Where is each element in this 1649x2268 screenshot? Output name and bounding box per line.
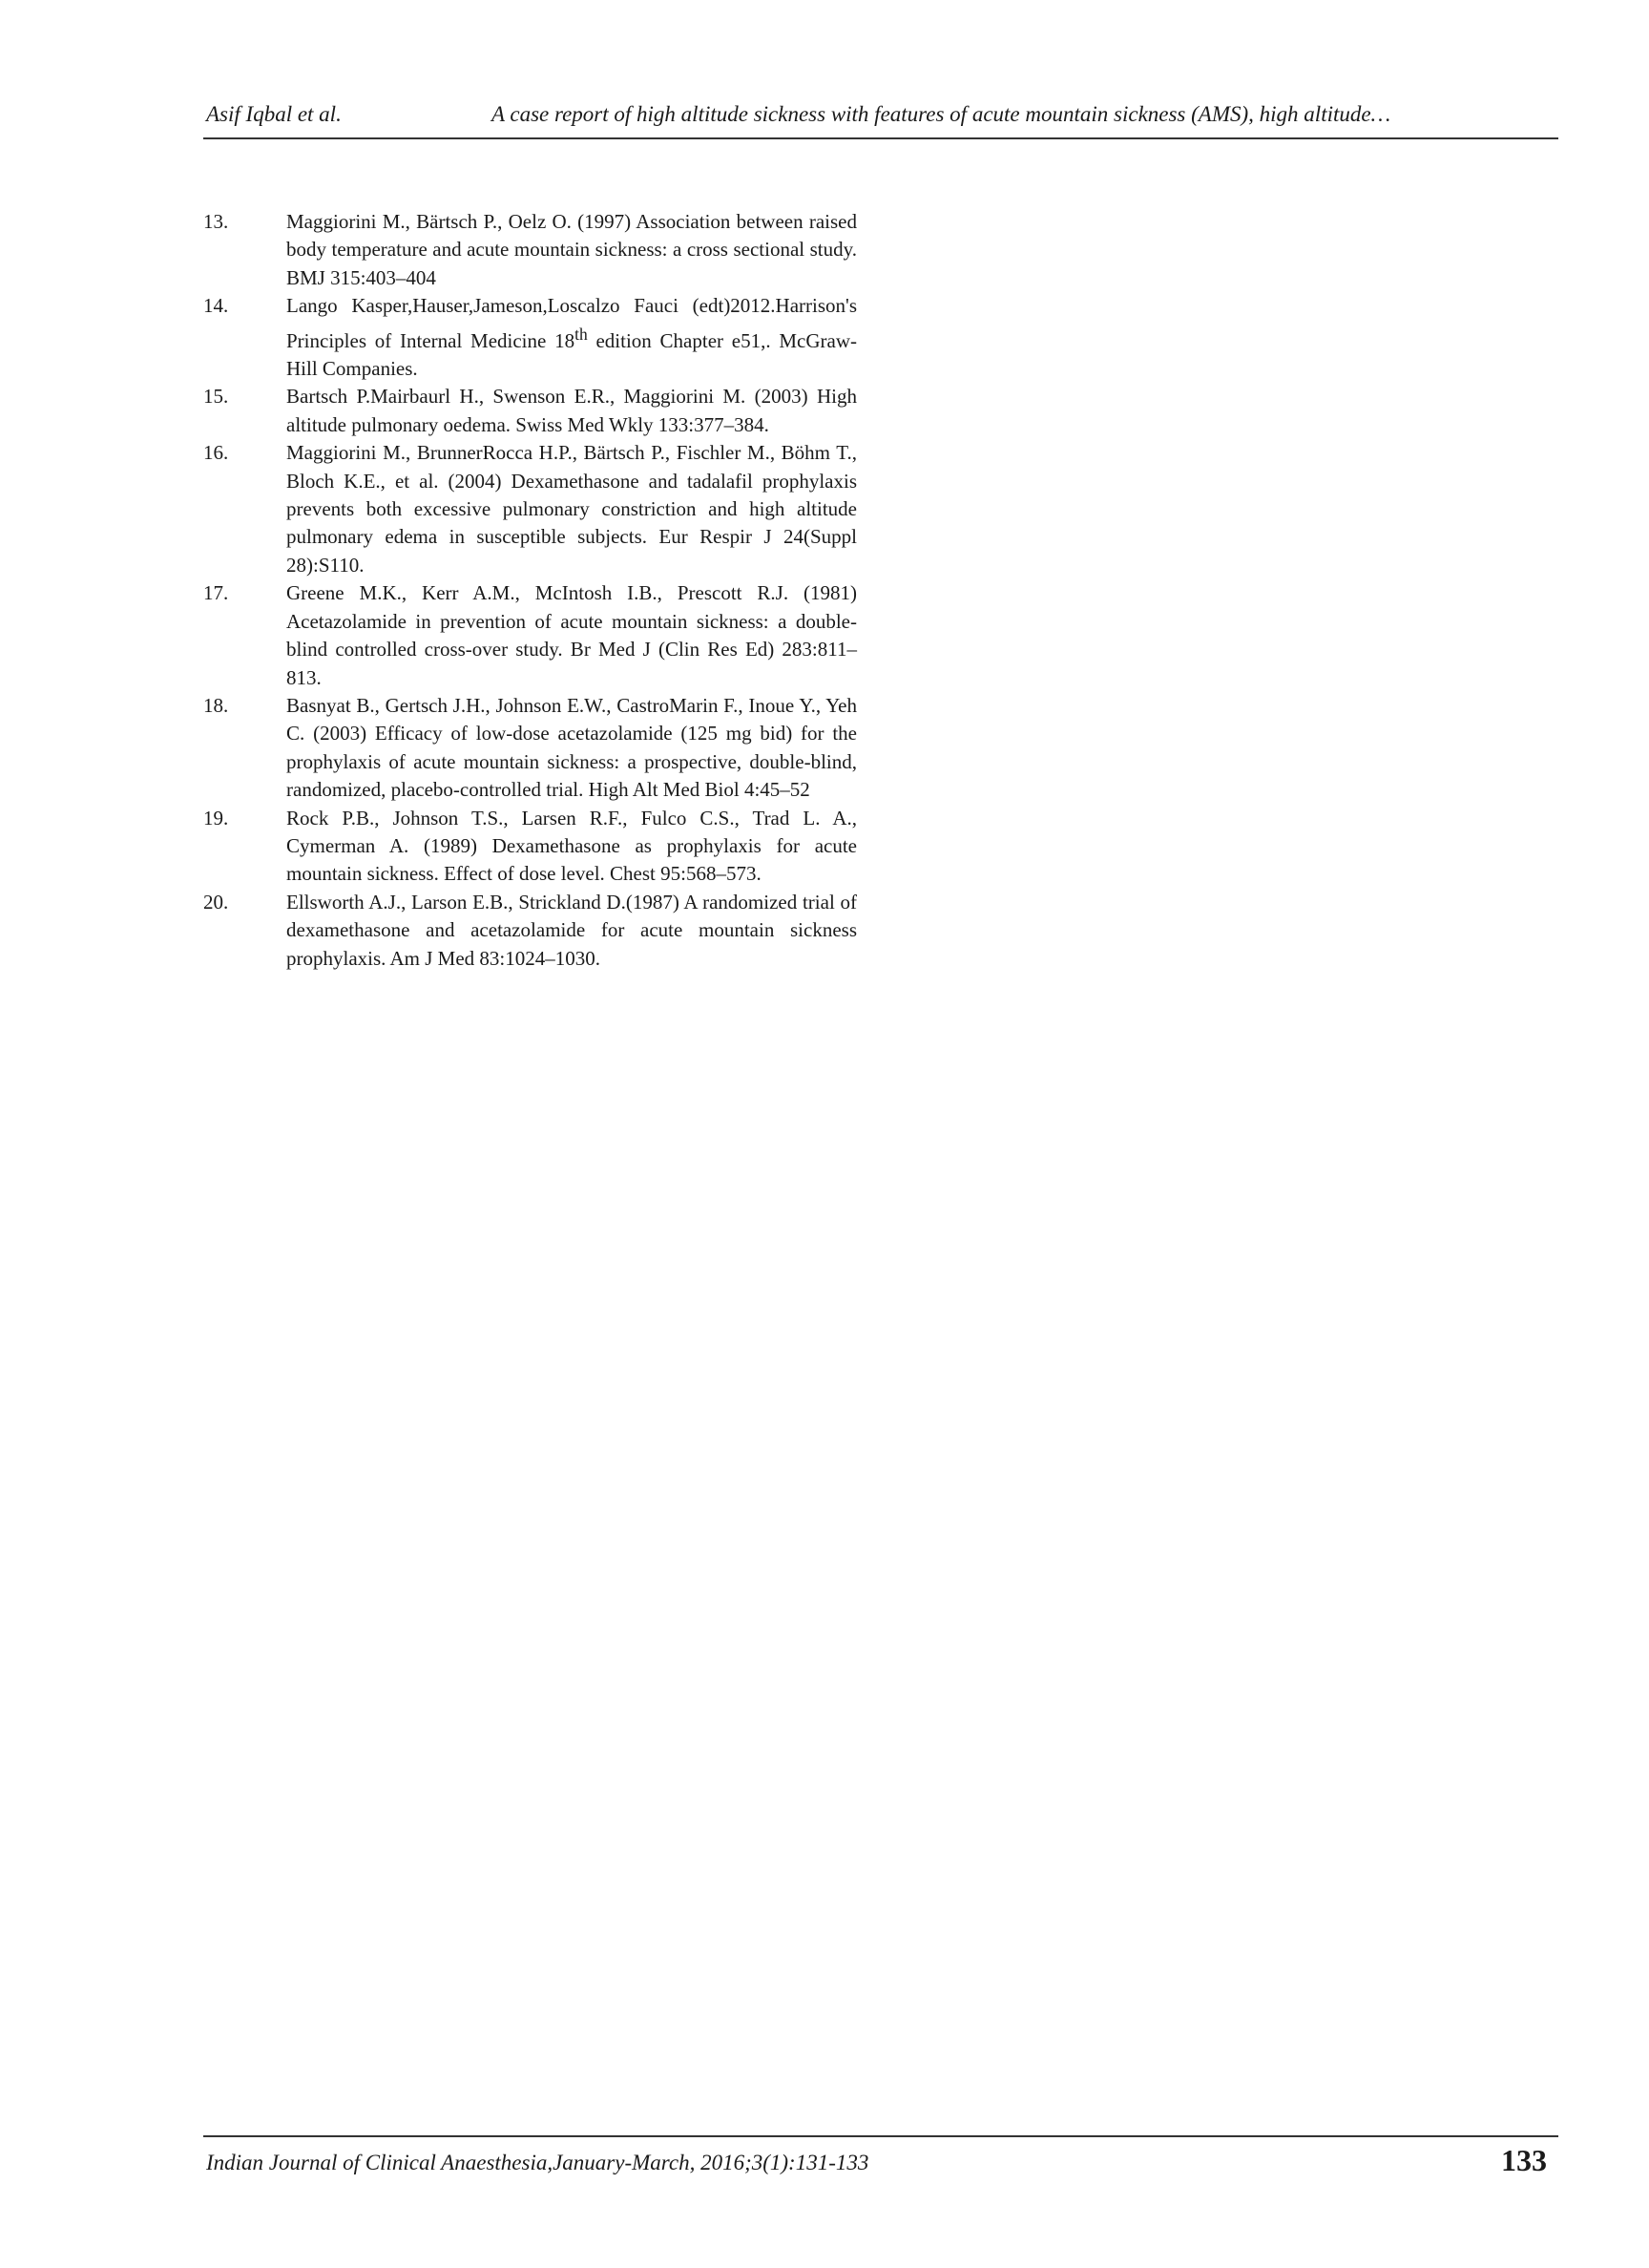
reference-item bbox=[203, 383, 857, 439]
reference-number: 13. bbox=[203, 210, 229, 233]
reference-list bbox=[203, 208, 857, 973]
reference-item bbox=[203, 208, 857, 292]
page-header bbox=[203, 99, 1558, 139]
reference-text: Ellsworth A.J., Larson E.B., Strickland D.(1987) A randomized trial of dexamethasone and acetazolamide for acute mountain sickness prophylaxis. Am J Med 83:1024–1030. bbox=[286, 890, 857, 970]
reference-text: Bartsch P.Mairbaurl H., Swenson E.R., Maggiorini M. (2003) High altitude pulmonary oedema. Swiss Med Wkly 133:377–384. bbox=[286, 385, 857, 436]
reference-number: 17. bbox=[203, 581, 229, 605]
header-running-title: A case report of high altitude sickness with features of acute mountain sickness (AMS), high altitude… bbox=[491, 102, 1391, 126]
reference-number: 19. bbox=[203, 806, 229, 830]
header-authors: Asif Iqbal et al. bbox=[206, 102, 342, 126]
reference-text: Greene M.K., Kerr A.M., McIntosh I.B., Prescott R.J. (1981) Acetazolamide in prevention of acute mountain sickness: a double-blind controlled cross-over study. Br Med J (Clin Res Ed) 283:811–813. bbox=[286, 581, 857, 689]
reference-superscript: th bbox=[574, 324, 588, 344]
reference-item bbox=[203, 692, 857, 805]
page-number: 133 bbox=[1501, 2143, 1547, 2177]
reference-item bbox=[203, 292, 857, 383]
reference-text bbox=[286, 292, 857, 383]
reference-item bbox=[203, 805, 857, 889]
reference-text: Maggiorini M., BrunnerRocca H.P., Bärtsch P., Fischler M., Böhm T., Bloch K.E., et al. (2004) Dexamethasone and tadalafil prophylaxis prevents both excessive pulmonary constriction and high altitude pulmonary edema in susceptible subjects. Eur Respir J 24(Suppl 28):S110. bbox=[286, 441, 857, 577]
reference-text: Basnyat B., Gertsch J.H., Johnson E.W., CastroMarin F., Inoue Y., Yeh C. (2003) Efficacy of low-dose acetazolamide (125 mg bid) for the prophylaxis of acute mountain sickness: a prospective, double-blind, randomized, placebo-controlled trial. High Alt Med Biol 4:45–52 bbox=[286, 693, 857, 802]
reference-text: Rock P.B., Johnson T.S., Larsen R.F., Fulco C.S., Trad L. A., Cymerman A. (1989) Dexamethasone as prophylaxis for acute mountain sickness. Effect of dose level. Chest 95:568–573. bbox=[286, 806, 857, 886]
reference-number: 15. bbox=[203, 385, 229, 409]
page-footer bbox=[203, 2135, 1558, 2185]
reference-text: Maggiorini M., Bärtsch P., Oelz O. (1997) Association between raised body temperature and acute mountain sickness: a cross sectional study. BMJ 315:403–404 bbox=[286, 210, 857, 289]
reference-text-part: edition Chapter e51,. McGraw-Hill Companies. bbox=[286, 328, 857, 381]
reference-item bbox=[203, 889, 857, 973]
reference-number: 14. bbox=[203, 294, 229, 318]
reference-number: 18. bbox=[203, 693, 229, 717]
reference-item bbox=[203, 439, 857, 579]
reference-number: 20. bbox=[203, 890, 229, 914]
footer-journal-citation: Indian Journal of Clinical Anaesthesia,January-March, 2016;3(1):131-133 bbox=[206, 2151, 869, 2174]
reference-text-part: Lango Kasper,Hauser,Jameson,Loscalzo Fauci (edt)2012.Harrison's Principles of Internal Medicine 18 bbox=[286, 294, 857, 352]
reference-item bbox=[203, 579, 857, 692]
reference-number: 16. bbox=[203, 441, 229, 465]
